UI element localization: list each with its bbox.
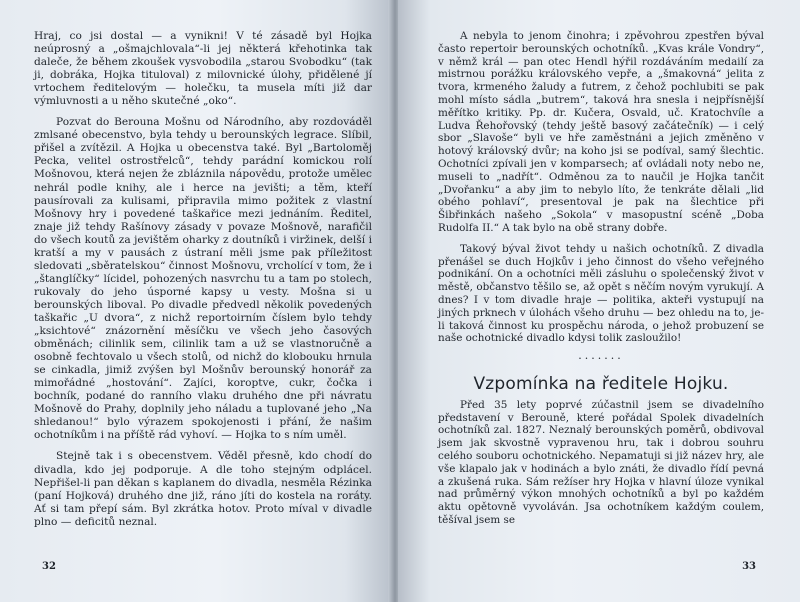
right-text-column — [438, 30, 764, 535]
page-number: 33 — [742, 561, 756, 572]
page-number: 32 — [42, 561, 56, 572]
paragraph: Takový býval život tehdy u našich ochotníků. Z divadla přenášel se duch Hojkův i jeho činnost do všeho veřejného podnikání. On a ochotníci měli zásluhu o společenský život v městě, občanstvo těšilo se, až opět s něčím novým vyrukují. A dnes? I v tom divadle hraje — politika, akteři vystupují na jiných prknech v úlohách všeho druhu — bez ohledu na to, je-li taková činnost ku prospěchu národa, o jehož probuzení se naše ochotnické divadlo kdysi tolik zasloužilo! — [438, 242, 764, 345]
left-text-column — [34, 30, 372, 537]
right-page — [398, 0, 800, 602]
section-separator: ······· — [578, 352, 624, 366]
left-page — [0, 0, 392, 602]
paragraph: Před 35 lety poprvé zúčastnil jsem se divadelního představení v Berouně, které pořádal Spolek divadelních ochotníků zal. 1827. Neznalý berounských poměrů, obdivoval jsem jak skvostně vypravenou hru, tak i dobrou souhru celého souboru ochotnického. Nepamatuji si již název hry, ale vše klapalo jak v hodinách a bylo znáti, že divadlo řídí pevná a zkušená ruka. Sám režíser hry Hojka v hlavní úloze vynikal nad průměrný výkon mnohých ochotníků a byl po každém aktu opětovně vyvoláván. Jsa ochotníkem každým coulem, těšíval jsem se — [438, 398, 764, 526]
paragraph: A nebyla to jenom činohra; i zpěvohrou zpestřen býval často repertoir berounských ochotníků. „Kvas krále Vondry“, v němž král — pan otec Hendl hýřil rozdáváním medailí za mistrnou porážku královského vepře, a „šmakovná“ jelita z tvora, krmeného žaludy a futrem, z čehož pochlubiti se pak mohl místo sádla „butrem“, taková hra snesla i nejpřísnější měřítko kritiky. Pp. dr. Kučera, Osvald, uč. Kratochvíle a Ludva Řehořovský (tehdy ještě basový začátečník) — i celý sbor „Slavoše“ byli ve hře zaměstnáni a jejich změněno v hotový královský dvůr; na koho jsi se podíval, samý šlechtic. Ochotníci zpívali jen v komparsech; ať ovládali noty nebo ne, museli to „nadřít“. Odměnou za to naučil je Hojka tančit „Dvořanku“ a aby jim to nebylo líto, že tenkráte dělali „lid obého pohlaví“, presentoval je pak na šlechtice při Šibřinkách našeho „Sokola“ v masopustní scéně „Doba Rudolfa II.“ A tak bylo na obě strany dobře. — [438, 30, 764, 234]
paragraph: Hraj, co jsi dostal — a vynikni! V té zásadě byl Hojka neúprosný a „ošmajchlovala“-li jej některá křehotinka tak daleče, že během zkoušek vysvobodila „starou Svobodku“ (tak ji, dobráka, Hojka tituloval) z milovnické úlohy, přidělené jí vrtochem ředitelovým — holečku, ta musela míti již dar výmluvnosti a u něho skutečné „oko“. — [34, 30, 372, 108]
paragraph: Pozvat do Berouna Mošnu od Národního, aby rozdováděl zmlsané obecenstvo, byla tehdy u berounských legrace. Slíbil, přišel a zvítězil. A Hojka u obecenstva také. Byl „Bartoloměj Pecka, velitel ostrostřelců“, tehdy parádní komickou rolí Mošnovou, která nejen že zbláznila nápovědu, protože umělec nehrál podle knihy, ale i herce na jevišti; a těm, kteří pausírovali za kulisami, připravila mimo požitek z vlastní Mošnovy hry i povedené taškařice mezi jednáním. Ředitel, znaje již tehdy Rašínovy zásady v povaze Mošnově, narafičil do všech koutů za jevištěm oharky z doutníků i viržinek, delší i kratší a my v pausách z ústraní měli jsme pak příležitost sledovati „sběratelskou“ činnost Mošnovu, vrcholící v tom, že i „štanglíčky“ lícidel, pohozených nasvrchu tu a tam po stolech, rukovaly do jeho úsporné kapsy u vesty. Mošna si u berounských liboval. Po divadle předvedl několik povedených taškařic „U dvora“, z nichž reportoirním číslem bylo tehdy „ksichtové“ znázornění měsíčku ve všech jeho časových obměnách; cilinlik sem, cilinlik tam a už se vlastnoručně a osobně fechtovalo u všech stolů, od nichž do klobouku hrnula se cinkadla, jimiž zvýšen byl Mošnův berounský honorář za mimořádné „hostování“. Zajíci, koroptve, cukr, čočka i bochník, podané do ranního vlaku druhého dne při návratu Mošnově do Prahy, doplnily jeho náladu a tuplované jeho „Na shledanou!“ bylo výrazem spokojenosti i přání, že našim ochotníkům i na příště rád vyhoví. — Hojka to s ním uměl. — [34, 116, 372, 442]
paragraph: Stejně tak i s obecenstvem. Věděl přesně, kdo chodí do divadla, kdo jej podporuje. A dle toho stejným odplácel. Nepřišel-li pan děkan s kaplanem do divadla, nesměla Rézinka (paní Hojková) druhého dne již, ráno jíti do kostela na roráty. Ať si tam přepí sám. Byl zkrátka hotov. Proto míval v divadle plno — deficitů neznal. — [34, 450, 372, 528]
section-heading: Vzpomínka na ředitele Hojku. — [473, 373, 729, 394]
